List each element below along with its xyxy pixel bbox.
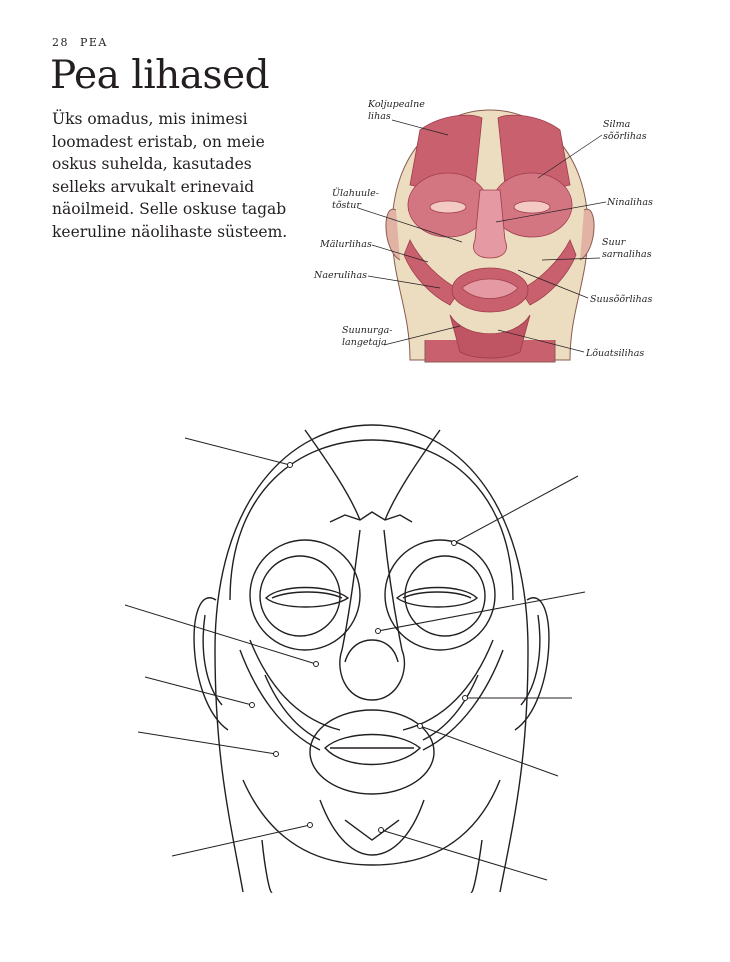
head-illustration (386, 110, 594, 362)
label-silma-line2: sõõrlihas (603, 131, 647, 142)
label-suunurga-line2: langetaja (342, 337, 387, 348)
label-louatsilihas: Lõuatsilihas (586, 348, 645, 359)
page-number: 28 (52, 36, 69, 49)
label-ninalihas: Ninalihas (607, 197, 653, 208)
label-suunurga-line1: Suunurga- (342, 325, 393, 336)
label-koljupealne-line2: lihas (368, 111, 391, 122)
section-name: PEA (80, 36, 108, 49)
label-suusoorlihas: Suusõõrlihas (590, 294, 653, 305)
label-ulahuule-line1: Ülahuule- (332, 188, 379, 199)
colored-face-muscle-illustration (300, 90, 730, 380)
label-ulahuule-line2: tõstur (332, 200, 361, 211)
label-suur-line1: Suur (602, 237, 626, 248)
outline-head (194, 425, 549, 892)
label-silma-line1: Silma (603, 119, 631, 130)
label-malurlihas: Mälurlihas (320, 239, 372, 250)
page-title: Pea lihased (50, 53, 270, 98)
page-header (52, 36, 108, 49)
line-art-face-muscle-illustration (0, 400, 730, 962)
label-suur-line2: sarnalihas (602, 249, 652, 260)
intro-paragraph: Üks omadus, mis inimesi loomadest eristab, on meie oskus suhelda, kasutades selleks arvukalt erinevaid näoilmeid. Selle oskuse tagab keeruline näolihaste süsteem. (52, 110, 288, 241)
leader-lines (125, 438, 585, 880)
label-koljupealne-line1: Koljupealne (368, 99, 425, 110)
label-naerulihas: Naerulihas (314, 270, 367, 281)
